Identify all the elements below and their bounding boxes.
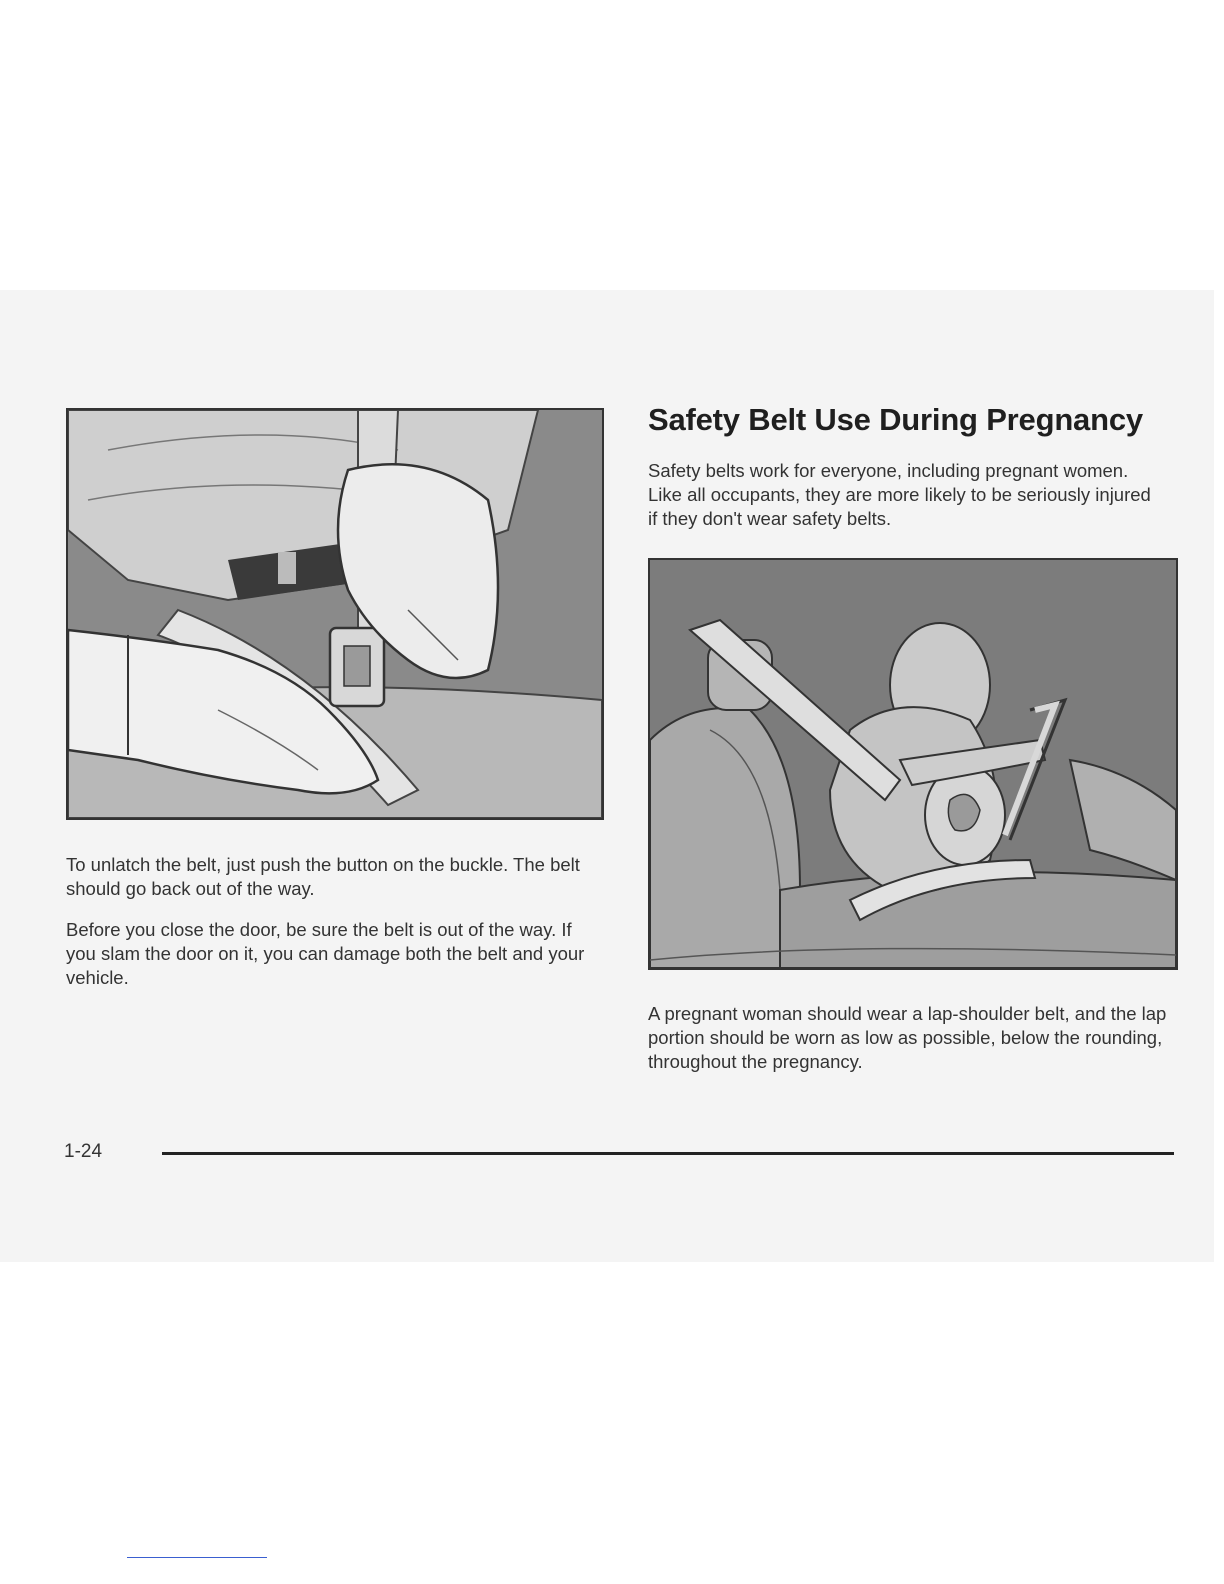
page-number: 1-24: [64, 1141, 103, 1162]
unlatch-instruction: [66, 853, 606, 901]
pregnancy-belt-illustration: [648, 558, 1178, 970]
pregnancy-belt-caption-text: A pregnant woman should wear a lap-shoulder belt, and the lap portion should be worn as low as possible, below the rounding, throughout the pregnancy.: [648, 1003, 1167, 1072]
section-heading: Safety Belt Use During Pregnancy: [648, 402, 1143, 437]
door-warning-text: Before you close the door, be sure the belt is out of the way. If you slam the door on it, you can damage both the belt and your vehicle.: [66, 919, 585, 988]
buckle-unlatch-illustration: [66, 408, 604, 820]
intro-paragraph: [648, 459, 1158, 531]
footer-rule: [162, 1152, 1174, 1155]
underline-mark: [127, 1557, 267, 1558]
door-warning-instruction: [66, 918, 606, 990]
unlatch-instruction-text: To unlatch the belt, just push the button on the buckle. The belt should go back out of the way.: [66, 854, 580, 899]
intro-text: Safety belts work for everyone, including pregnant women. Like all occupants, they are more likely to be seriously injured if they don't wear safety belts.: [648, 460, 1151, 529]
pregnancy-belt-caption: [648, 1002, 1188, 1074]
